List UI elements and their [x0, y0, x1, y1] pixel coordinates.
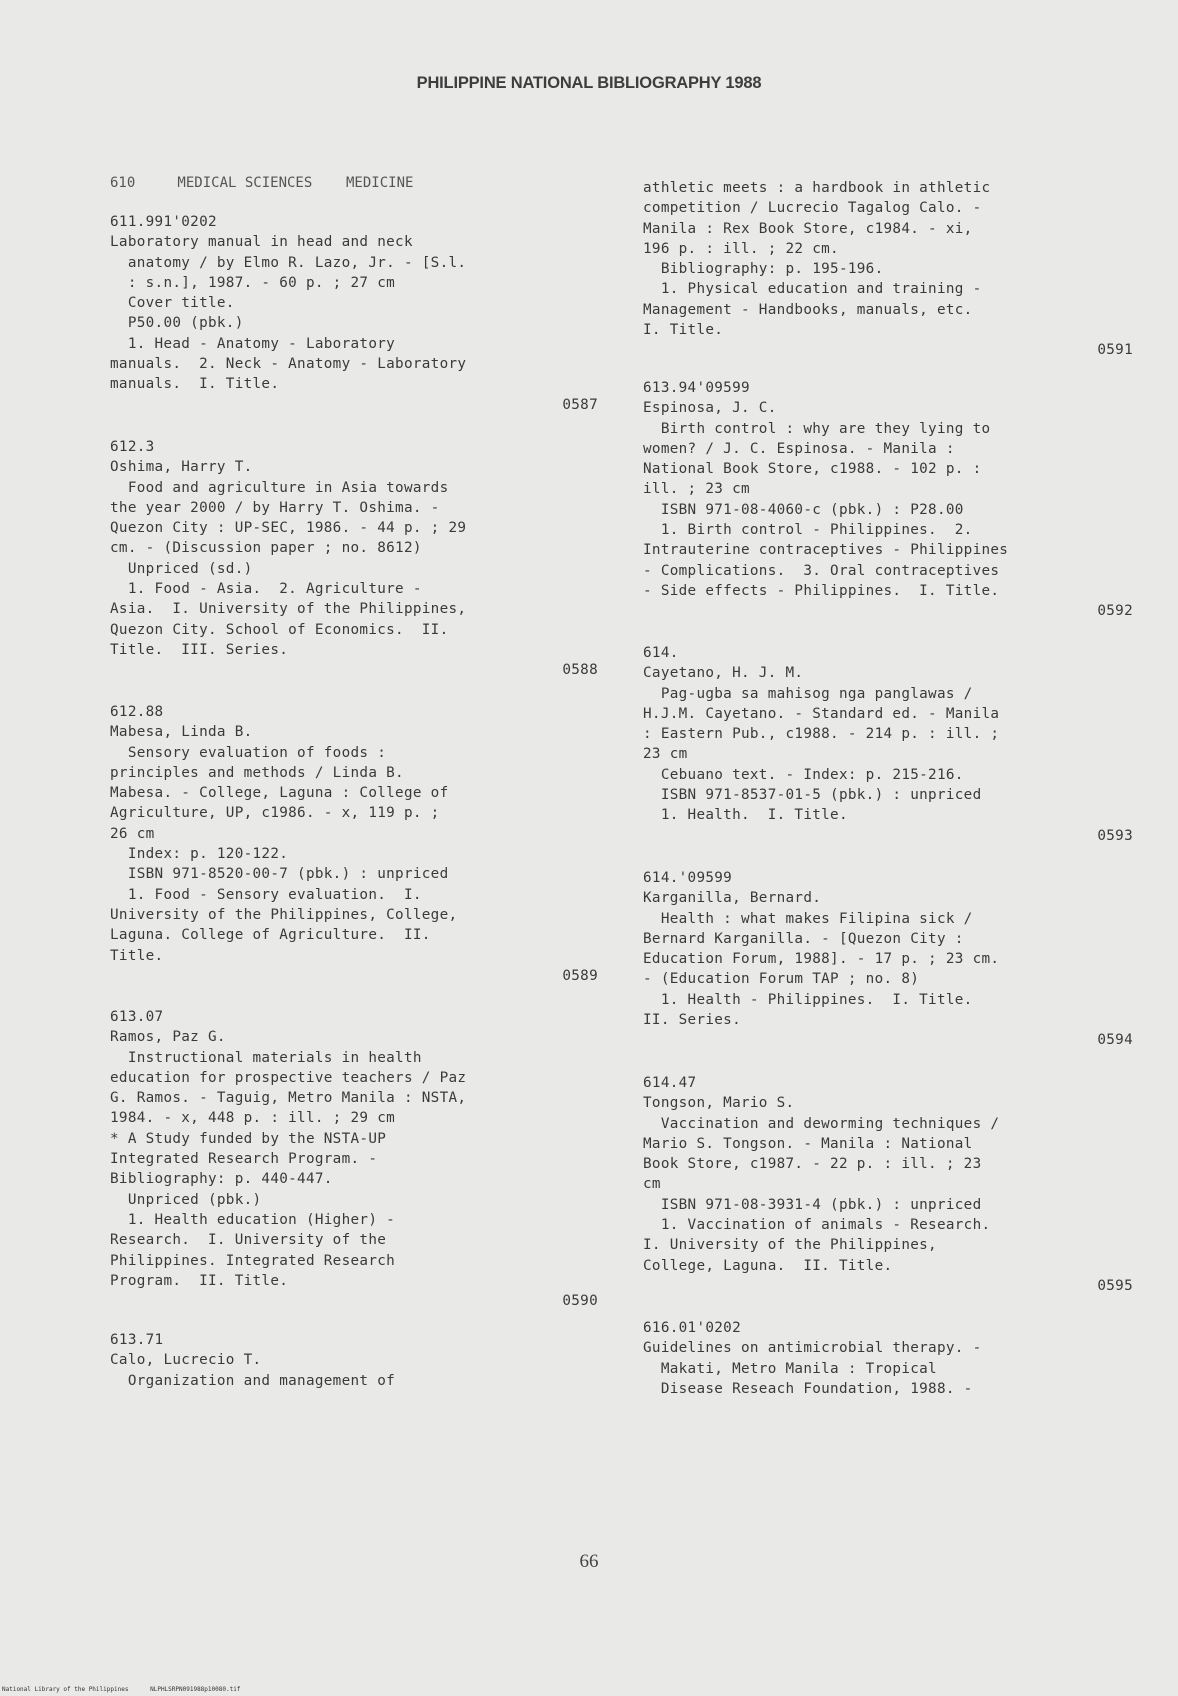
entry-line: cm. - (Discussion paper ; no. 8612)	[110, 540, 422, 557]
classification-number: 612.88	[110, 704, 164, 720]
entry-line: 1. Food - Sensory evaluation. I.	[110, 886, 422, 903]
entry-line: Mabesa. - College, Laguna : College of	[110, 785, 449, 802]
record-number: 0590	[562, 1293, 598, 1310]
entry-line: - Complications. 3. Oral contraceptives	[643, 562, 1000, 579]
entry-line: I. University of the Philippines,	[643, 1237, 937, 1254]
bibliography-entry	[110, 212, 598, 415]
entry-line: Management - Handbooks, manuals, etc.	[643, 301, 973, 318]
classification-number: 611.991'0202	[110, 214, 217, 230]
bibliography-entry	[643, 1318, 1133, 1399]
entry-line: Health : what makes Filipina sick /	[643, 910, 973, 927]
bibliography-entry	[643, 178, 1133, 361]
entry-line: 196 p. : ill. ; 22 cm.	[643, 240, 839, 257]
page-title: PHILIPPINE NATIONAL BIBLIOGRAPHY 1988	[416, 74, 762, 92]
entry-line: ISBN 971-08-3931-4 (pbk.) : unpriced	[643, 1196, 982, 1213]
classification-number: 613.07	[110, 1009, 164, 1025]
entry-line: Bernard Karganilla. - [Quezon City :	[643, 930, 964, 947]
entry-line: Organization and management of	[110, 1372, 396, 1389]
classification-number: 614.47	[643, 1075, 697, 1091]
column-heading: 610 MEDICAL SCIENCES MEDICINE	[110, 175, 414, 191]
entry-line: - Side effects - Philippines. I. Title.	[643, 582, 1000, 599]
bibliography-entry	[110, 1330, 598, 1391]
entry-line: Program. II. Title.	[110, 1272, 289, 1289]
entry-line: ISBN 971-08-4060-c (pbk.) : P28.00	[643, 501, 964, 518]
record-number: 0591	[1097, 342, 1133, 359]
bibliography-entry	[110, 437, 598, 681]
entry-line: Unpriced (pbk.)	[110, 1191, 262, 1208]
entry-line: Mabesa, Linda B.	[110, 724, 253, 741]
entry-line: Book Store, c1987. - 22 p. : ill. ; 23	[643, 1156, 982, 1173]
bibliography-entry	[643, 868, 1133, 1051]
entry-line: 1. Food - Asia. 2. Agriculture -	[110, 581, 422, 598]
entry-line: Vaccination and deworming techniques /	[643, 1115, 1000, 1132]
entry-line: Bibliography: p. 440-447.	[110, 1171, 333, 1188]
entry-line: Instructional materials in health	[110, 1049, 422, 1066]
entry-line: Philippines. Integrated Research	[110, 1252, 396, 1269]
entry-line: G. Ramos. - Taguig, Metro Manila : NSTA,	[110, 1090, 467, 1107]
entry-line: 23 cm	[643, 746, 688, 763]
entry-line: Espinosa, J. C.	[643, 400, 777, 417]
classification-number: 613.71	[110, 1332, 164, 1348]
bibliography-entry	[643, 643, 1133, 846]
entry-line: Cover title.	[110, 295, 235, 312]
entry-line: University of the Philippines, College,	[110, 906, 458, 923]
classification-number: 614.	[643, 645, 679, 661]
entry-line: ISBN 971-8537-01-5 (pbk.) : unpriced	[643, 787, 982, 804]
entry-line: Birth control : why are they lying to	[643, 420, 991, 437]
entry-line: 1. Health education (Higher) -	[110, 1211, 396, 1228]
entry-line: Manila : Rex Book Store, c1984. - xi,	[643, 220, 973, 237]
entry-line: women? / J. C. Espinosa. - Manila :	[643, 440, 955, 457]
entry-line: Calo, Lucrecio T.	[110, 1352, 262, 1369]
entry-line: P50.00 (pbk.)	[110, 315, 244, 332]
classification-number: 613.94'09599	[643, 380, 750, 396]
record-number: 0588	[562, 662, 598, 679]
classification-number: 614.'09599	[643, 870, 733, 886]
classification-number: 612.3	[110, 439, 155, 455]
record-number: 0593	[1097, 827, 1133, 844]
bibliography-entry	[643, 1073, 1133, 1296]
entry-line: anatomy / by Elmo R. Lazo, Jr. - [S.l.	[110, 254, 467, 271]
entry-line: : s.n.], 1987. - 60 p. ; 27 cm	[110, 274, 396, 291]
record-number: 0594	[1097, 1032, 1133, 1049]
entry-line: ill. ; 23 cm	[643, 481, 750, 498]
entry-line: : Eastern Pub., c1988. - 214 p. : ill. ;	[643, 726, 1000, 743]
entry-line: 1. Birth control - Philippines. 2.	[643, 522, 973, 539]
entry-line: Laguna. College of Agriculture. II.	[110, 927, 431, 944]
bibliography-entry	[110, 702, 598, 986]
entry-line: Research. I. University of the	[110, 1232, 387, 1249]
entry-line: Guidelines on antimicrobial therapy. -	[643, 1340, 982, 1357]
entry-line: Makati, Metro Manila : Tropical	[643, 1360, 937, 1377]
entry-line: * A Study funded by the NSTA-UP	[110, 1130, 387, 1147]
record-number: 0592	[1097, 603, 1133, 620]
entry-line: 1. Health. I. Title.	[643, 807, 848, 824]
entry-line: Title.	[110, 947, 164, 964]
entry-line: the year 2000 / by Harry T. Oshima. -	[110, 499, 440, 516]
entry-line: Title. III. Series.	[110, 641, 289, 658]
entry-line: Mario S. Tongson. - Manila : National	[643, 1135, 973, 1152]
record-number: 0587	[562, 396, 598, 413]
entry-line: competition / Lucrecio Tagalog Calo. -	[643, 200, 982, 217]
entry-line: Quezon City. School of Economics. II.	[110, 621, 449, 638]
entry-line: College, Laguna. II. Title.	[643, 1257, 893, 1274]
entry-line: Laboratory manual in head and neck	[110, 234, 413, 251]
entry-line: Pag-ugba sa mahisog nga panglawas /	[643, 685, 973, 702]
bibliography-entry	[643, 378, 1133, 622]
record-number: 0595	[1097, 1277, 1133, 1294]
entry-line: Sensory evaluation of foods :	[110, 744, 387, 761]
entry-line: Bibliography: p. 195-196.	[643, 261, 884, 278]
entry-line: Karganilla, Bernard.	[643, 890, 822, 907]
entry-line: Integrated Research Program. -	[110, 1151, 378, 1168]
entry-line: Cayetano, H. J. M.	[643, 665, 804, 682]
entry-line: education for prospective teachers / Paz	[110, 1069, 467, 1086]
entry-line: Ramos, Paz G.	[110, 1029, 226, 1046]
entry-line: II. Series.	[643, 1012, 741, 1029]
entry-line: 1. Health - Philippines. I. Title.	[643, 991, 973, 1008]
entry-line: 1. Physical education and training -	[643, 281, 982, 298]
entry-line: Food and agriculture in Asia towards	[110, 479, 449, 496]
classification-number: 616.01'0202	[643, 1320, 741, 1336]
entry-line: Agriculture, UP, c1986. - x, 119 p. ;	[110, 805, 440, 822]
bibliography-entry	[110, 1007, 598, 1311]
entry-line: Asia. I. University of the Philippines,	[110, 601, 467, 618]
classification-number: athletic meets : a hardbook in athletic	[643, 180, 991, 196]
entry-line: Cebuano text. - Index: p. 215-216.	[643, 766, 964, 783]
entry-line: Intrauterine contraceptives - Philippines	[643, 542, 1009, 559]
footer-note: National Library of the Philippines NLPHLSRPN091988p10080.tif	[2, 1686, 241, 1693]
entry-line: Disease Reseach Foundation, 1988. -	[643, 1380, 973, 1397]
entry-line: I. Title.	[643, 322, 724, 339]
entry-line: Index: p. 120-122.	[110, 846, 289, 863]
entry-line: manuals. 2. Neck - Anatomy - Laboratory	[110, 356, 467, 373]
entry-line: manuals. I. Title.	[110, 376, 280, 393]
entry-line: cm	[643, 1176, 661, 1193]
entry-line: National Book Store, c1988. - 102 p. :	[643, 461, 982, 478]
entry-line: - (Education Forum TAP ; no. 8)	[643, 971, 920, 988]
entry-line: Education Forum, 1988]. - 17 p. ; 23 cm.	[643, 951, 1000, 968]
entry-line: Unpriced (sd.)	[110, 560, 253, 577]
entry-line: 1. Head - Anatomy - Laboratory	[110, 335, 396, 352]
record-number: 0589	[562, 967, 598, 984]
entry-line: H.J.M. Cayetano. - Standard ed. - Manila	[643, 705, 1000, 722]
entry-line: Tongson, Mario S.	[643, 1095, 795, 1112]
entry-line: 1984. - x, 448 p. : ill. ; 29 cm	[110, 1110, 396, 1127]
entry-line: 1. Vaccination of animals - Research.	[643, 1217, 991, 1234]
entry-line: Quezon City : UP-SEC, 1986. - 44 p. ; 29	[110, 520, 467, 537]
entry-line: Oshima, Harry T.	[110, 459, 253, 476]
entry-line: 26 cm	[110, 825, 155, 842]
entry-line: ISBN 971-8520-00-7 (pbk.) : unpriced	[110, 866, 449, 883]
page-number: 66	[579, 1551, 599, 1572]
entry-line: principles and methods / Linda B.	[110, 764, 404, 781]
